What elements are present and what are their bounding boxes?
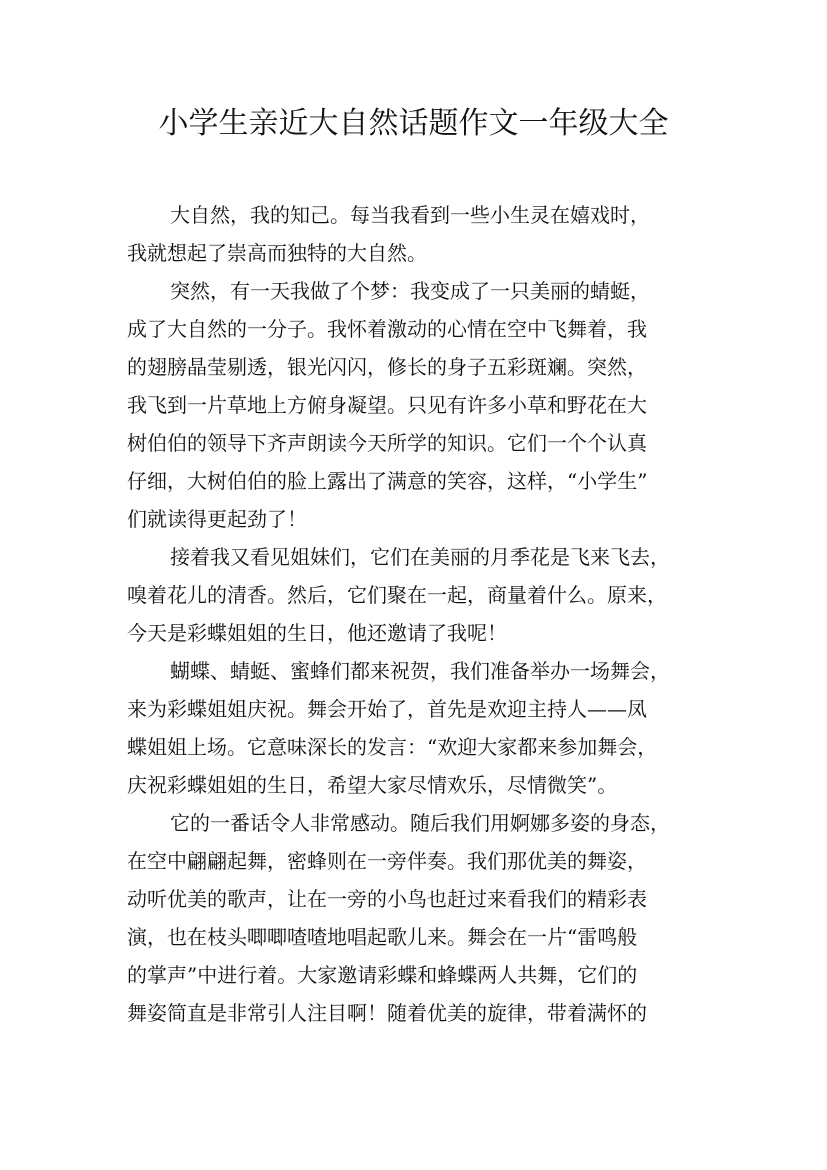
text-line: 舞姿简直是非常引人注目啊！随着优美的旋律，带着满怀的	[127, 1001, 647, 1025]
text-line: 突然，有一天我做了个梦：我变成了一只美丽的蜻蜓，	[170, 279, 650, 303]
page-title: 小学生亲近大自然话题作文一年级大全	[158, 106, 669, 141]
text-line: 接着我又看见姐妹们，它们在美丽的月季花是飞来飞去，	[170, 545, 670, 569]
text-line: 演，也在枝头唧唧喳喳地唱起歌儿来。舞会在一片“雷鸣般	[127, 925, 638, 949]
article-body	[127, 196, 717, 1032]
text-line: 们就读得更起劲了！	[127, 507, 307, 531]
text-line: 的掌声”中进行着。大家邀请彩蝶和蜂蝶两人共舞，它们的	[127, 963, 638, 987]
text-line: 树伯伯的领导下齐声朗读今天所学的知识。它们一个个认真	[127, 431, 647, 455]
text-line: 我飞到一片草地上方俯身凝望。只见有许多小草和野花在大	[127, 393, 647, 417]
text-line: 的翅膀晶莹剔透，银光闪闪，修长的身子五彩斑斓。突然，	[127, 355, 647, 379]
text-line: 在空中翩翩起舞，密蜂则在一旁伴奏。我们那优美的舞姿，	[127, 849, 647, 873]
text-line: 嗅着花儿的清香。然后，它们聚在一起，商量着什么。原来，	[127, 583, 667, 607]
text-line: 它的一番话令人非常感动。随后我们用婀娜多姿的身态，	[170, 811, 670, 835]
text-line: 我就想起了崇高而独特的大自然。	[127, 241, 427, 265]
text-line: 来为彩蝶姐姐庆祝。舞会开始了，首先是欢迎主持人——凤	[127, 697, 647, 721]
text-line: 大自然，我的知己。每当我看到一些小生灵在嬉戏时，	[170, 203, 650, 227]
text-line: 蝴蝶、蜻蜓、蜜蜂们都来祝贺，我们准备举办一场舞会，	[170, 659, 670, 683]
text-line: 今天是彩蝶姐姐的生日，他还邀请了我呢！	[127, 621, 507, 645]
text-line: 仔细，大树伯伯的脸上露出了满意的笑容，这样，“小学生”	[127, 469, 648, 493]
text-line: 庆祝彩蝶姐姐的生日，希望大家尽情欢乐，尽情微笑”。	[127, 773, 618, 797]
text-line: 蝶姐姐上场。它意味深长的发言：“欢迎大家都来参加舞会，	[127, 735, 658, 759]
text-line: 成了大自然的一分子。我怀着激动的心情在空中飞舞着，我	[127, 317, 647, 341]
text-line: 动听优美的歌声，让在一旁的小鸟也赶过来看我们的精彩表	[127, 887, 647, 911]
